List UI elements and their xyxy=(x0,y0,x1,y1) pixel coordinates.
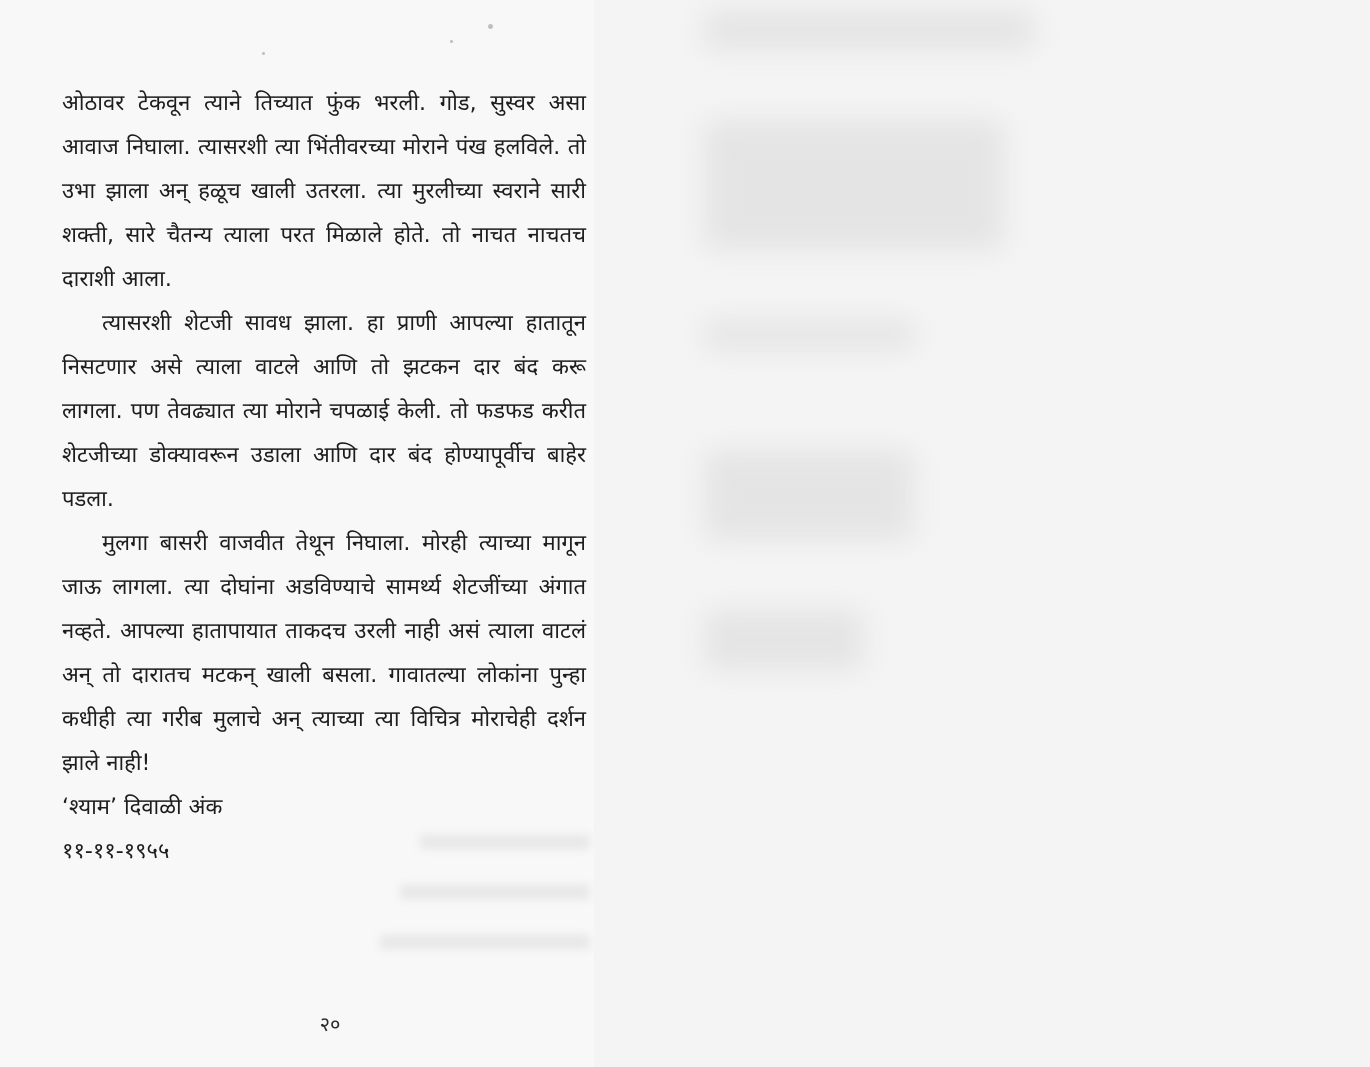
paragraph-1: ओठावर टेकवून त्याने तिच्यात फुंक भरली. गोड, सुस्वर असा आवाज निघाला. त्यासरशी त्या भिंतीवरच्या मोराने पंख हलविले. तो उभा झाला अन् हळूच खाली उतरला. त्या मुरलीच्या स्वराने सारी शक्ती, सारे चैतन्य त्याला परत मिळाले होते. तो नाचत नाचतच दाराशी आला. xyxy=(62,91,586,292)
paragraph-2: त्यासरशी शेटजी सावध झाला. हा प्राणी आपल्या हातातून निसटणार असे त्याला वाटले आणि तो झटकन दार बंद करू लागला. पण तेवढ्यात त्या मोराने चपळाई केली. तो फडफड करीत शेटजीच्या डोक्यावरून उडाला आणि दार बंद होण्यापूर्वीच बाहेर पडला. xyxy=(62,311,586,512)
show-through xyxy=(380,935,590,949)
blurred-region xyxy=(704,120,1004,250)
paragraph-3: मुलगा बासरी वाजवीत तेथून निघाला. मोरही त्याच्या मागून जाऊ लागला. त्या दोघांना अडविण्याचे सामर्थ्य शेटजींच्या अंगात नव्हते. आपल्या हातापायात ताकदच उरली नाही असं त्याला वाटलं अन् तो दारातच मटकन् खाली बसला. गावातल्या लोकांना पुन्हा कधीही त्या गरीब मुलाचे अन् त्याच्या त्या विचित्र मोराचेही दर्शन झाले नाही! xyxy=(62,531,586,776)
source-line: ‘श्याम’ दिवाळी अंक xyxy=(62,795,223,820)
blurred-region xyxy=(704,320,914,350)
page-number: २० xyxy=(319,1012,341,1036)
paper-speck xyxy=(450,40,453,43)
paper-speck xyxy=(262,52,265,55)
page-text xyxy=(62,82,586,874)
source-date: ११-११-१९५५ xyxy=(62,839,170,864)
blurred-region xyxy=(704,450,914,540)
show-through xyxy=(400,885,590,899)
blurred-region xyxy=(704,610,864,670)
left-page xyxy=(0,0,594,1067)
blurred-region xyxy=(704,10,1034,50)
blurred-facing-page xyxy=(594,0,1370,1067)
paper-speck xyxy=(488,24,493,29)
